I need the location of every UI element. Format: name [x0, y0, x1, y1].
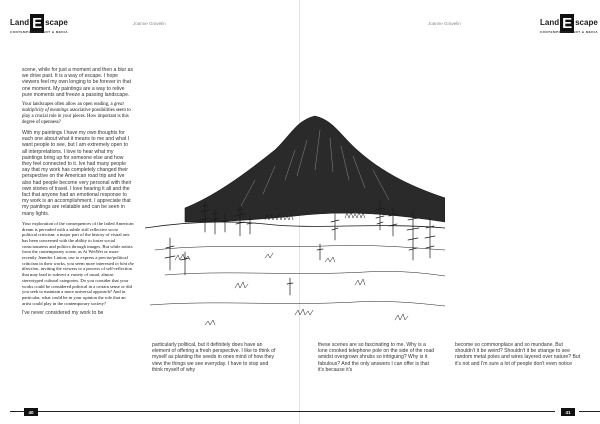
logo-scape-text: scape	[45, 18, 68, 27]
paragraph: With my paintings I have my own thoughts for each one about what it means to me and what I want people to see, but I am extremely open to all interpretations. I love to hear what my paintings bring up for someone else and how they feel connected to it. Ive had many people say that my work has completely changed their perspective on the American road trip and Ive also had people become very personal with their own stories of travel. I love hearing it all and the fact that anyone had an emotional response to my work is an accomplishment. I appreciate that my paintings are relatable and can be seen in many lights.	[22, 130, 132, 217]
logo-land-text: Land	[10, 18, 30, 27]
footer-rule	[579, 411, 600, 412]
paragraph: become so commonplace and so mundane. But shouldn't it be weird? Shouldn't it be strange to see random metal poles and wires layered over nature? But it's not and I'm sure a lot of people don't even notice	[455, 342, 581, 367]
logo-scape-text: scape	[575, 18, 598, 27]
left-text-column	[22, 67, 134, 321]
bottom-text-column-3	[455, 342, 583, 371]
page-number-left: 40	[24, 408, 38, 416]
page-number-right: 41	[561, 408, 575, 416]
question-emphasis: to hint the direction	[22, 260, 134, 272]
question-emphasis: great multiplicity of meanings	[22, 102, 124, 114]
question-text: associative possibilities seem to play a crucial role in your pieces. How important is this degree of openness?	[22, 108, 131, 126]
footer-rule	[300, 411, 555, 412]
bottom-text-column-1	[152, 342, 280, 377]
footer-rule	[38, 411, 300, 412]
logo-e-box: E	[562, 15, 573, 32]
logo-e-box: E	[32, 15, 43, 32]
logo-land-text: Land	[540, 18, 560, 27]
paragraph: these scenes are so fascinating to me. Why is a lone crooked telephone pole on the side of the road amidst overgrown shrubs so intriguing? Why is it fabulous? And the only answers I can offer is that it's because it's	[318, 342, 435, 373]
logo-tagline: CONTEMPORARY ART & MEDIA	[10, 30, 69, 34]
logo-tagline: CONTEMPORARY ART & MEDIA	[540, 30, 599, 34]
interview-question	[22, 221, 134, 307]
paragraph: particularly political, but it definitely does have an element of offering a fresh perspective. I like to think of myself as planting the seeds in ones mind of how they view the things we see everyday. I have to stop and think myself of why	[152, 342, 276, 373]
running-author: Joanne Gravelin	[133, 21, 166, 26]
paragraph: I've never considered my work to be	[22, 310, 104, 317]
interview-question	[22, 102, 134, 126]
bottom-text-column-2	[318, 342, 436, 377]
running-author: Joanne Gravelin	[428, 21, 461, 26]
question-text: , inviting the viewers to a process of self-reflection that may lead to subvert a variety of usual, almost stereotyped cultural categories. Do you consider that your works could be considered political in a certain sense or did you seek to maintain a more universal approach? And in particular, what could be in your opinion the role that an artist could play in the contemporary society?	[22, 266, 132, 306]
question-text: Your exploration of the consequences of the failed American dream is pervaded with a subtle stiff reflective socio political criticism: a major part of the history of visual arts has been concerned with the ability to foster social consciousness and politics through images. But while artists from the contemporary scene, as Ai WeiWei or more recently Jennifer Linton, use to express a precise/political criticism in their works, you seem more interested	[22, 220, 134, 266]
mountain-sketch-illustration	[145, 110, 445, 342]
question-text: Your landscapes often allow an open reading, a	[22, 102, 114, 108]
paragraph: scene, while for just a moment and then a blur as we drive past. It is a way of escape. I hope viewers feel my own longing to be forever in that one moment. My paintings are a way to relive pure moments and freeze a passing landscape.	[22, 67, 133, 98]
